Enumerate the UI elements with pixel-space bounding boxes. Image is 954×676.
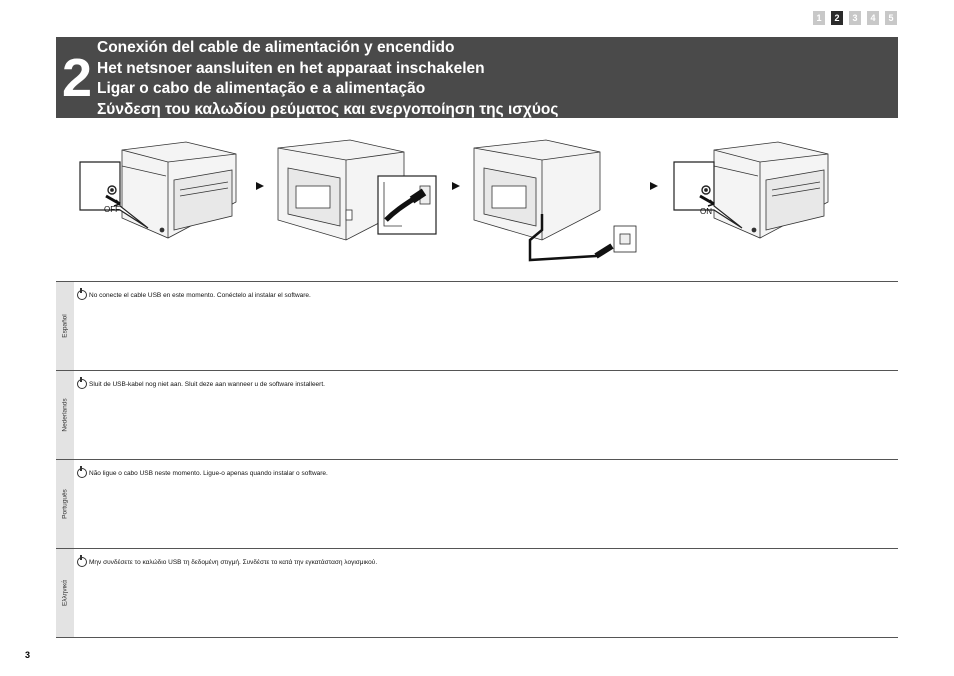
language-column xyxy=(56,460,74,548)
step-tab-4[interactable]: 4 xyxy=(867,11,879,25)
language-label: Português xyxy=(61,489,69,519)
important-note xyxy=(77,290,311,300)
illustration-strip xyxy=(56,130,898,272)
printer-front-illustration-4 xyxy=(714,142,828,238)
bottom-divider xyxy=(56,637,898,638)
language-column xyxy=(56,549,74,637)
important-icon xyxy=(77,379,87,389)
language-column xyxy=(56,282,74,370)
step-tab-5[interactable]: 5 xyxy=(885,11,897,25)
step-tab-3[interactable]: 3 xyxy=(849,11,861,25)
title-el: Σύνδεση του καλωδίου ρεύματος και ενεργοποίηση της ισχύος xyxy=(97,100,559,118)
title-nl: Het netsnoer aansluiten en het apparaat inschakelen xyxy=(97,59,485,77)
note-text: Não ligue o cabo USB neste momento. Ligue-o apenas quando instalar o software. xyxy=(89,469,328,477)
important-icon xyxy=(77,557,87,567)
important-icon xyxy=(77,290,87,300)
printer-rear-illustration-3 xyxy=(474,140,636,260)
note-text: No conecte el cable USB en este momento. Conéctelo al instalar el software. xyxy=(89,291,311,299)
note-text: Μην συνδέσετε το καλώδιο USB τη δεδομένη στιγμή. Συνδέστε το κατά την εγκατάσταση λογισμικού. xyxy=(89,558,378,566)
page-number: 3 xyxy=(25,650,31,660)
important-note xyxy=(77,379,325,389)
step-header-banner xyxy=(56,37,898,118)
section-nederlands xyxy=(56,370,898,459)
power-cord-callout xyxy=(378,176,436,234)
step-tab-2[interactable]: 2 xyxy=(831,11,843,25)
language-label: Español xyxy=(61,314,69,338)
arrow-icon-1 xyxy=(256,182,264,190)
language-label: Ελληνικά xyxy=(61,579,69,607)
off-label: OFF xyxy=(104,205,120,214)
step-titles xyxy=(97,38,558,120)
title-pt: Ligar o cabo de alimentação e a alimentação xyxy=(97,80,426,97)
arrow-icon-2 xyxy=(452,182,460,190)
important-icon xyxy=(77,468,87,478)
important-note xyxy=(77,557,377,567)
title-es: Conexión del cable de alimentación y encendido xyxy=(97,39,455,56)
step-navigation xyxy=(813,11,897,25)
important-note xyxy=(77,468,328,478)
section-espanol xyxy=(56,281,898,370)
printer-front-illustration-1 xyxy=(122,142,236,238)
step-number: 2 xyxy=(62,48,93,108)
note-text: Sluit de USB-kabel nog niet aan. Sluit deze aan wanneer u de software installeert. xyxy=(89,380,325,388)
illustration-svg xyxy=(56,130,898,272)
on-label: ON xyxy=(700,207,712,216)
arrow-icon-3 xyxy=(650,182,658,190)
section-ellinika xyxy=(56,548,898,637)
language-label: Nederlands xyxy=(61,398,69,432)
step-tab-1[interactable]: 1 xyxy=(813,11,825,25)
section-portugues xyxy=(56,459,898,548)
language-column xyxy=(56,371,74,459)
